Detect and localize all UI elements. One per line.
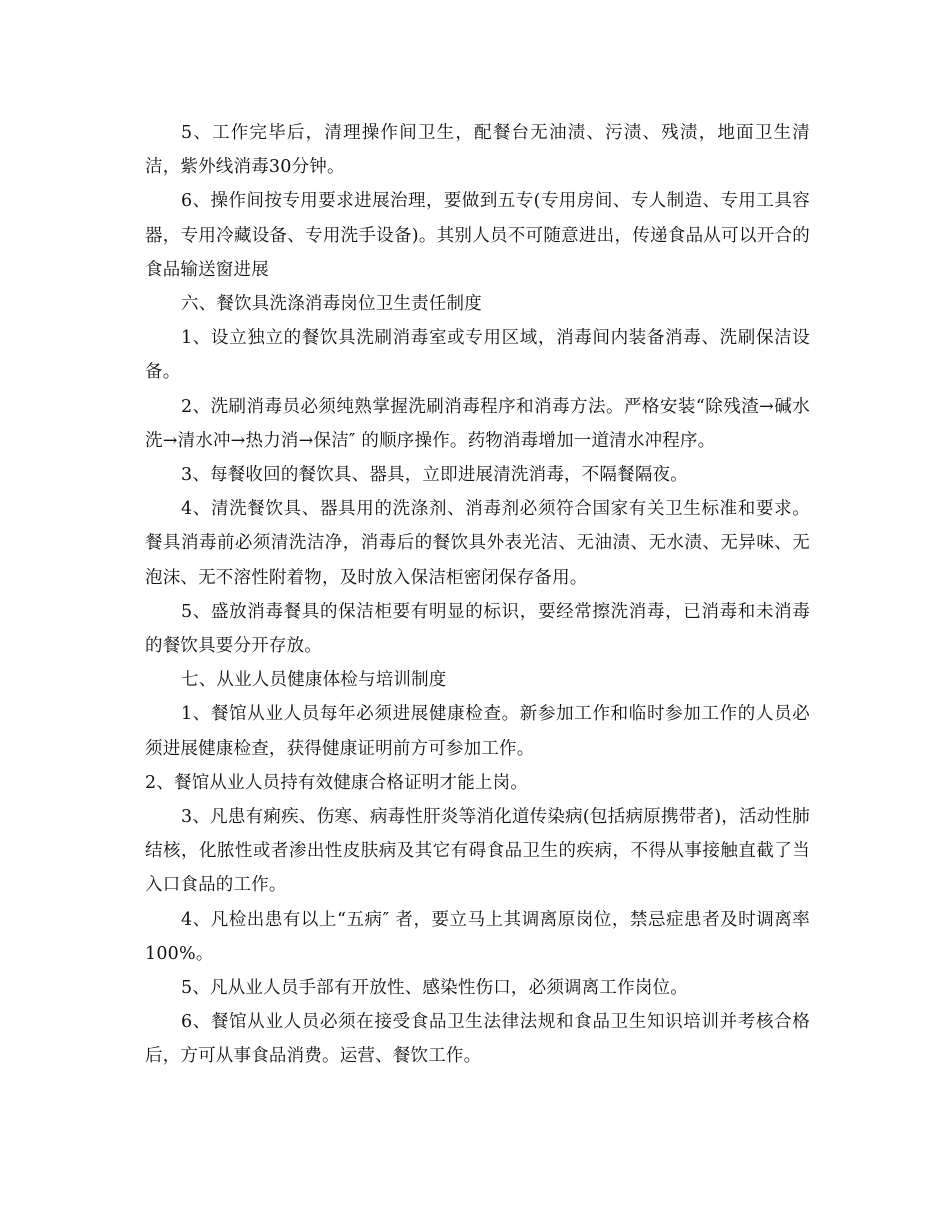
section-heading-health: 七、从业人员健康体检与培训制度 (181, 670, 447, 691)
document-body (145, 116, 810, 1074)
paragraph-health-1: 1、餐馆从业人员每年必须进展健康检查。新参加工作和临时参加工作的人员必须进展健康检查，获得健康证明前方可参加工作。 (145, 704, 810, 759)
paragraph-tableware-1: 1、设立独立的餐饮具洗刷消毒室或专用区域，消毒间内装备消毒、洗刷保洁设备。 (145, 328, 810, 383)
paragraph-health-5: 5、凡从业人员手部有开放性、感染性伤口，必须调离工作岗位。 (181, 978, 688, 999)
paragraph-health-2: 2、餐馆从业人员持有效健康合格证明才能上岗。 (145, 772, 529, 793)
paragraph-tableware-4: 4、清洗餐饮具、器具用的洗涤剂、消毒剂必须符合国家有关卫生标准和要求。餐具消毒前必须清洗洁净，消毒后的餐饮具外表光洁、无油渍、无水渍、无异味、无泡沫、无不溶性附着物，及时放入保洁柜密闭保存备用。 (145, 499, 810, 588)
paragraph-health-4: 4、凡检出患有以上“五病″ 者，要立马上其调离原岗位，禁忌症患者及时调离率100%。 (145, 909, 810, 964)
paragraph-five-dedicated: 6、操作间按专用要求进展治理，要做到五专(专用房间、专人制造、专用工具容器，专用冷藏设备、专用洗手设备)。其别人员不可随意进出，传递食品从可以开合的食品输送窗进展 (145, 191, 810, 280)
paragraph-kitchen-cleaning: 5、工作完毕后，清理操作间卫生，配餐台无油渍、污渍、残渍，地面卫生清洁，紫外线消毒30分钟。 (145, 123, 810, 178)
paragraph-health-3: 3、凡患有痢疾、伤寒、病毒性肝炎等消化道传染病(包括病原携带者)，活动性肺结核，化脓性或者渗出性皮肤病及其它有碍食品卫生的疾病，不得从事接触直截了当入口食品的工作。 (145, 807, 810, 896)
paragraph-tableware-3: 3、每餐收回的餐饮具、器具，立即进展清洗消毒，不隔餐隔夜。 (181, 465, 688, 486)
section-heading-tableware: 六、餐饮具洗涤消毒岗位卫生责任制度 (181, 294, 482, 315)
paragraph-health-6: 6、餐馆从业人员必须在接受食品卫生法律法规和食品卫生知识培训并考核合格后，方可从事食品消费。运营、餐饮工作。 (145, 1012, 810, 1067)
paragraph-tableware-5: 5、盛放消毒餐具的保洁柜要有明显的标识，要经常擦洗消毒，已消毒和未消毒的餐饮具要分开存放。 (145, 601, 810, 657)
paragraph-tableware-2: 2、洗刷消毒员必须纯熟掌握洗刷消毒程序和消毒方法。严格安装“除残渣→碱水洗→清水冲→热力消→保洁″ 的顺序操作。药物消毒增加一道清水冲程序。 (145, 396, 810, 451)
